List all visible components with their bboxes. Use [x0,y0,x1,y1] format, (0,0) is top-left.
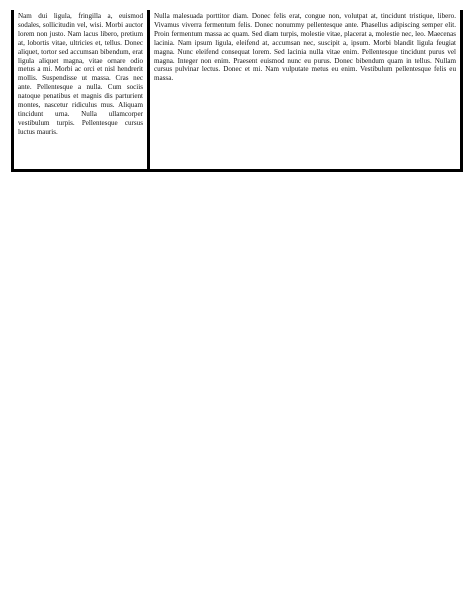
table-cell-right: Nulla malesuada porttitor diam. Donec felis erat, congue non, volutpat at, tincidunt tristique, libero. Vivamus viverra fermentum felis. Donec nonummy pellentesque ante. Phasellus adipiscing semper elit. Proin fermentum massa ac quam. Sed diam turpis, molestie vitae, placerat a, molestie nec, leo. Maecenas lacinia. Nam ipsum ligula, eleifend at, accumsan nec, suscipit a, ipsum. Morbi blandit ligula feugiat magna. Nunc eleifend consequat lorem. Sed lacinia nulla vitae enim. Pellentesque tincidunt purus vel magna. Integer non enim. Praesent euismod nunc eu purus. Donec bibendum quam in tellus. Nullam cursus pulvinar lectus. Donec et mi. Nam vulputate metus eu enim. Vestibulum pellentesque felis eu massa. [154,12,456,83]
text-table [11,10,463,172]
table-cell-left: Nam dui ligula, fringilla a, euismod sodales, sollicitudin vel, wisi. Morbi auctor lorem non justo. Nam lacus libero, pretium at, lobortis vitae, ultricies et, tellus. Donec aliquet, tortor sed accumsan bibendum, erat ligula aliquet magna, vitae ornare odio metus a mi. Morbi ac orci et nisl hendrerit mollis. Suspendisse ut massa. Cras nec ante. Pellentesque a nulla. Cum sociis natoque penatibus et magnis dis parturient montes, nascetur ridiculus mus. Aliquam tincidunt urna. Nulla ullamcorper vestibulum turpis. Pellentesque cursus luctus mauris. [14,10,150,169]
